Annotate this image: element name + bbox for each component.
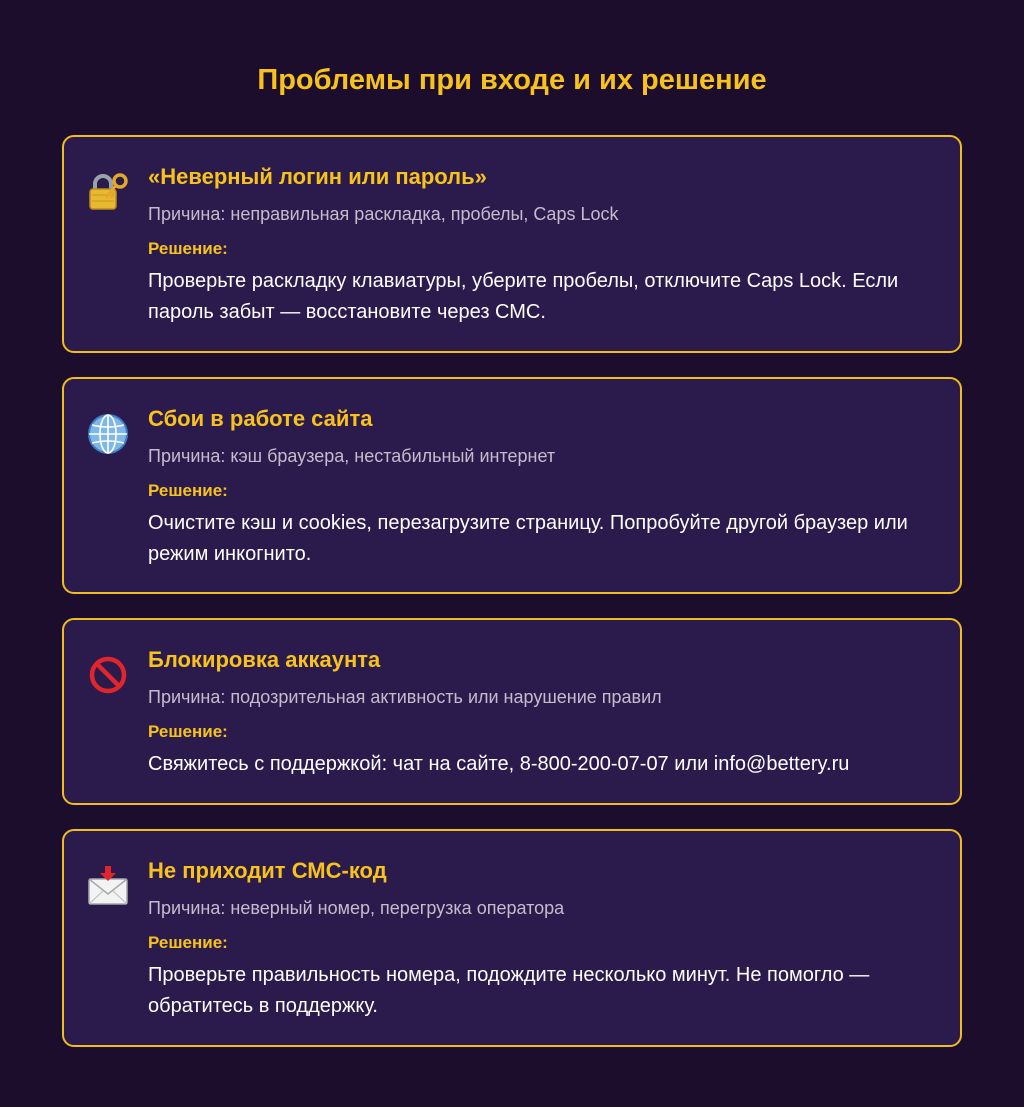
globe-icon (86, 412, 130, 456)
card-solution-label: Решение: (148, 481, 228, 500)
problem-card-wrong-credentials (62, 135, 962, 353)
card-title: Не приходит СМС-код (148, 858, 387, 883)
card-solution: Проверьте правильность номера, подождите несколько минут. Не помогло — обратитесь в поддержку. (148, 964, 870, 1017)
lock-with-key-icon (86, 170, 130, 214)
problem-card-sms-code (62, 829, 962, 1047)
card-solution-label: Решение: (148, 239, 228, 258)
incoming-envelope-icon (86, 864, 130, 908)
card-cause: Причина: подозрительная активность или нарушение правил (148, 687, 662, 707)
card-solution-label: Решение: (148, 933, 228, 952)
card-solution: Проверьте раскладку клавиатуры, уберите пробелы, отключите Caps Lock. Если пароль забыт — восстановите через СМС. (148, 270, 899, 323)
page-title: Проблемы при входе и их решение (257, 64, 767, 96)
card-title: «Неверный логин или пароль» (148, 164, 487, 189)
card-cause: Причина: неверный номер, перегрузка оператора (148, 898, 565, 918)
prohibited-icon (86, 653, 130, 697)
problem-card-account-blocked (62, 618, 962, 805)
card-title: Блокировка аккаунта (148, 647, 381, 672)
card-title: Сбои в работе сайта (148, 406, 373, 431)
card-solution: Очистите кэш и cookies, перезагрузите страницу. Попробуйте другой браузер или режим инкогнито. (148, 512, 908, 565)
card-solution: Свяжитесь с поддержкой: чат на сайте, 8-800-200-07-07 или info@bettery.ru (148, 753, 850, 775)
card-cause: Причина: неправильная раскладка, пробелы, Caps Lock (148, 204, 619, 224)
card-solution-label: Решение: (148, 722, 228, 741)
card-cause: Причина: кэш браузера, нестабильный интернет (148, 446, 556, 466)
problem-card-site-failures (62, 377, 962, 594)
